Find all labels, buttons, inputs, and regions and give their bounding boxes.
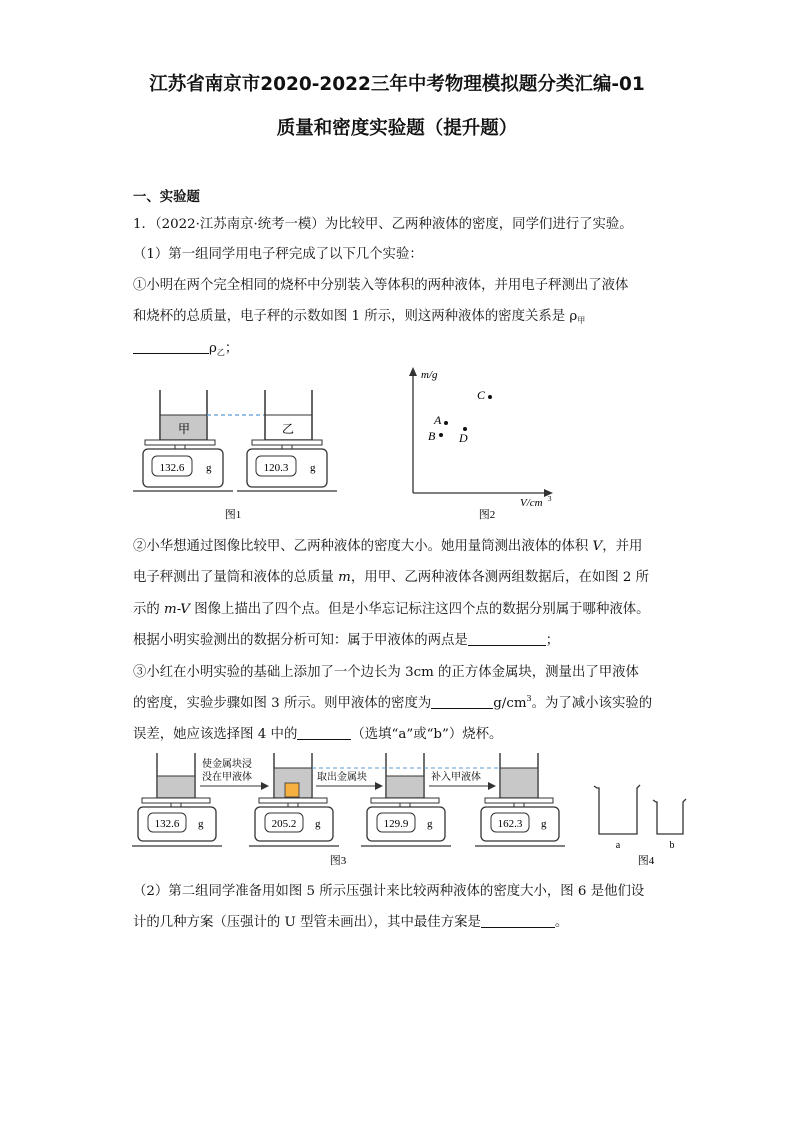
fig3-reading-4: 162.3 bbox=[497, 818, 523, 830]
scale-left-unit: g bbox=[206, 462, 212, 474]
arrow1-label-2: 没在甲液体 bbox=[202, 772, 252, 783]
step3-text-4: （选填“a”或“b”）烧杯。 bbox=[351, 727, 503, 742]
step3-unit-sup: 3 bbox=[526, 694, 532, 703]
document-title-line2: 质量和密度实验题（提升题） bbox=[276, 118, 518, 139]
step1-end: ； bbox=[224, 341, 239, 356]
figure-3-caption: 图3 bbox=[329, 855, 347, 867]
fig3-scale-4 bbox=[475, 798, 565, 846]
beaker-left bbox=[160, 390, 207, 440]
fig3-unit-1: g bbox=[198, 818, 204, 830]
beaker-right bbox=[265, 390, 312, 440]
step3-line3 bbox=[133, 723, 502, 742]
fig3-scale-3 bbox=[361, 798, 451, 846]
var-mv: m-V bbox=[164, 602, 190, 617]
figure-1-caption: 图1 bbox=[224, 509, 242, 521]
answer-blank-3[interactable] bbox=[431, 695, 493, 709]
arrow3-label: 补入甲液体 bbox=[431, 772, 481, 783]
step2-text-7: 根据小明实验测出的数据分析可知：属于甲液体的两点是 bbox=[133, 633, 468, 648]
step2-end: ； bbox=[545, 633, 560, 648]
section-heading: 一、实验题 bbox=[133, 190, 200, 205]
part1-heading: （1）第一组同学用电子秤完成了以下几个实验： bbox=[133, 247, 423, 262]
figure-3 bbox=[132, 753, 565, 867]
step3-text-1: 的密度，实验步骤如图 3 所示。则甲液体的密度为 bbox=[133, 696, 432, 711]
point-d-label: D bbox=[459, 431, 468, 445]
fig3-scale-2 bbox=[249, 798, 339, 846]
answer-blank-1[interactable] bbox=[133, 340, 209, 354]
arrow1-label-1: 使金属块浸 bbox=[202, 759, 252, 770]
fig3-scale-1 bbox=[132, 798, 222, 846]
question-intro: 1．（2022·江苏南京·统考一模）为比较甲、乙两种液体的密度，同学们进行了实验。 bbox=[133, 217, 633, 232]
fig3-liquid-4 bbox=[501, 768, 537, 797]
figure-4-caption: 图4 bbox=[637, 855, 655, 867]
scale-right bbox=[237, 440, 337, 491]
step2-line3 bbox=[133, 598, 650, 617]
rho-sub-yi: 乙 bbox=[216, 348, 225, 357]
point-c-label: C bbox=[477, 388, 486, 402]
figure-3-4 bbox=[0, 748, 794, 870]
metal-block bbox=[285, 783, 299, 797]
step1-line3 bbox=[133, 337, 238, 358]
figure-2-caption: 图2 bbox=[478, 509, 496, 521]
figure-4 bbox=[594, 785, 686, 867]
y-axis-label: m/g bbox=[421, 369, 438, 381]
point-c bbox=[488, 395, 492, 399]
step2-line2 bbox=[133, 566, 649, 585]
answer-blank-4[interactable] bbox=[297, 726, 351, 740]
figure-2 bbox=[409, 367, 553, 521]
fig3-liquid-3 bbox=[387, 776, 423, 797]
fig3-reading-3: 129.9 bbox=[383, 818, 409, 830]
step2-text-3: 电子秤测出了量筒和液体的总质量 bbox=[133, 570, 339, 585]
step3-unit: g/cm bbox=[493, 696, 527, 711]
step3-line1: ③小红在小明实验的基础上添加了一个边长为 3cm 的正方体金属块，测量出了甲液体 bbox=[133, 665, 639, 680]
fig3-unit-4: g bbox=[541, 818, 547, 830]
step1-line2 bbox=[133, 305, 585, 326]
fig3-reading-2: 205.2 bbox=[271, 818, 297, 830]
point-a bbox=[444, 421, 448, 425]
fig3-liquid-1 bbox=[158, 776, 194, 797]
fig3-unit-3: g bbox=[427, 818, 433, 830]
step2-line4 bbox=[133, 629, 559, 648]
step2-text-5: 示的 bbox=[133, 602, 165, 617]
x-axis-label-sup: 3 bbox=[548, 495, 552, 503]
beaker-b-label: b bbox=[669, 840, 675, 851]
rho-symbol: ρ bbox=[209, 341, 217, 356]
scale-right-unit: g bbox=[310, 462, 316, 474]
fig3-reading-1: 132.6 bbox=[154, 818, 180, 830]
step2-text-4: ，用甲、乙两种液体各测两组数据后，在如图 2 所 bbox=[350, 570, 650, 585]
step1-line1: ①小明在两个完全相同的烧杯中分别装入等体积的两种液体，并用电子秤测出了液体 bbox=[133, 278, 629, 293]
fig3-unit-2: g bbox=[315, 818, 321, 830]
arrow2-label: 取出金属块 bbox=[317, 772, 367, 783]
part2-line1: （2）第二组同学准备用如图 5 所示压强计来比较两种液体的密度大小，图 6 是他们设 bbox=[133, 884, 645, 899]
scale-right-reading: 120.3 bbox=[263, 462, 289, 474]
label-yi: 乙 bbox=[281, 422, 295, 436]
step3-text-2: 。为了减小该实验的 bbox=[531, 696, 653, 711]
figure-1-2 bbox=[0, 360, 794, 530]
scale-left bbox=[133, 440, 233, 491]
document-title-line1: 江苏省南京市2020-2022三年中考物理模拟题分类汇编-01 bbox=[149, 74, 645, 95]
step2-line1 bbox=[133, 535, 642, 554]
var-m: m bbox=[338, 570, 351, 585]
scale-left-reading: 132.6 bbox=[159, 462, 185, 474]
answer-blank-2[interactable] bbox=[468, 632, 546, 646]
step3-text-3: 误差，她应该选择图 4 中的 bbox=[133, 727, 298, 742]
point-b-label: B bbox=[428, 429, 436, 443]
step3-line2 bbox=[133, 692, 652, 711]
label-jia: 甲 bbox=[177, 422, 191, 436]
beaker-a bbox=[594, 785, 640, 834]
beaker-a-label: a bbox=[615, 840, 621, 851]
step2-text-6: 图像上描出了四个点。但是小华忘记标注这四个点的数据分别属于哪种液体。 bbox=[189, 602, 650, 617]
y-axis-arrow bbox=[409, 367, 417, 376]
part2-line2 bbox=[133, 911, 568, 930]
step2-text-1: ②小华想通过图像比较甲、乙两种液体的密度大小。她用量筒测出液体的体积 bbox=[133, 539, 593, 554]
step2-text-2: ，并用 bbox=[602, 539, 643, 554]
point-b bbox=[439, 433, 443, 437]
figure-1 bbox=[133, 390, 337, 521]
var-v: V bbox=[592, 539, 603, 554]
part2-end: 。 bbox=[554, 915, 569, 930]
point-a-label: A bbox=[434, 413, 442, 427]
rho-sub-jia: 甲 bbox=[577, 316, 586, 325]
x-axis-label: V/cm bbox=[520, 497, 543, 509]
beaker-b bbox=[653, 799, 686, 834]
part2-text: 计的几种方案（压强计的 U 型管未画出），其中最佳方案是 bbox=[133, 915, 481, 930]
answer-blank-5[interactable] bbox=[481, 914, 555, 928]
step1-text: 和烧杯的总质量，电子秤的示数如图 1 所示，则这两种液体的密度关系是 ρ bbox=[133, 309, 578, 324]
